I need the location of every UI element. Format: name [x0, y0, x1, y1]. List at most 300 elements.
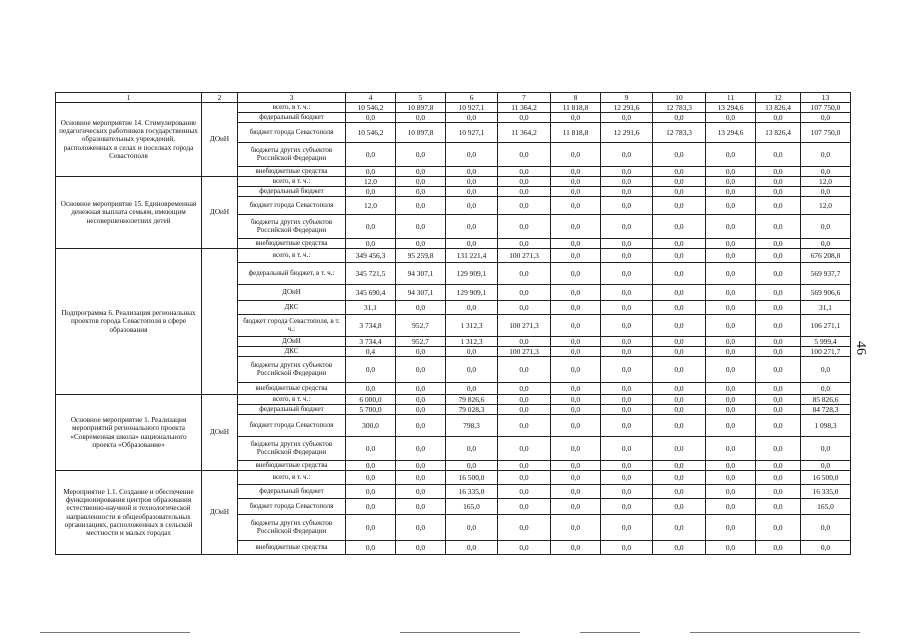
year-value-cell: 0,0 — [653, 515, 706, 541]
year-value-cell: 0,0 — [706, 197, 756, 215]
year-value-cell: 0,0 — [396, 461, 446, 471]
year-value-cell: 0,0 — [551, 499, 601, 515]
year-value-cell: 0,0 — [551, 113, 601, 123]
total-value-cell: 0,0 — [801, 239, 851, 249]
funding-source-cell: внебюджетные средства — [238, 461, 346, 471]
year-value-cell: 12,0 — [346, 197, 396, 215]
year-value-cell: 0,0 — [601, 485, 653, 499]
year-value-cell: 13 826,4 — [756, 103, 801, 113]
year-value-cell: 0,0 — [446, 215, 498, 239]
year-value-cell: 0,0 — [601, 249, 653, 263]
year-value-cell: 0,0 — [756, 471, 801, 485]
year-value-cell: 0,0 — [396, 113, 446, 123]
column-number: 4 — [346, 93, 396, 103]
year-value-cell: 0,0 — [498, 167, 551, 177]
total-value-cell: 85 826,6 — [801, 395, 851, 405]
total-value-cell: 107 750,0 — [801, 123, 851, 143]
year-value-cell: 0,0 — [601, 471, 653, 485]
year-value-cell: 0,0 — [396, 515, 446, 541]
year-value-cell: 0,0 — [346, 499, 396, 515]
funding-source-cell: всего, в т. ч.: — [238, 103, 346, 113]
year-value-cell: 0,0 — [551, 263, 601, 285]
funding-source-cell: всего, в т. ч.: — [238, 249, 346, 263]
activity-name-cell: Подпрограмма 6. Реализация региональных проектов города Севастополя в сфере образования — [56, 249, 202, 395]
year-value-cell: 0,0 — [653, 499, 706, 515]
total-value-cell: 0,0 — [801, 383, 851, 395]
year-value-cell: 0,0 — [551, 405, 601, 415]
year-value-cell: 0,0 — [551, 357, 601, 383]
year-value-cell: 0,0 — [498, 415, 551, 437]
year-value-cell: 0,0 — [601, 143, 653, 167]
year-value-cell: 0,0 — [346, 187, 396, 197]
funding-source-cell: внебюджетные средства — [238, 167, 346, 177]
year-value-cell: 0,0 — [653, 143, 706, 167]
year-value-cell: 79 826,6 — [446, 395, 498, 405]
funding-source-cell: внебюджетные средства — [238, 239, 346, 249]
year-value-cell: 0,0 — [653, 177, 706, 187]
year-value-cell: 0,0 — [653, 263, 706, 285]
total-value-cell: 0,0 — [801, 167, 851, 177]
year-value-cell: 0,0 — [551, 197, 601, 215]
year-value-cell: 0,0 — [601, 383, 653, 395]
year-value-cell: 0,0 — [551, 239, 601, 249]
year-value-cell: 0,0 — [601, 437, 653, 461]
year-value-cell: 0,0 — [756, 197, 801, 215]
year-value-cell: 0,0 — [756, 263, 801, 285]
year-value-cell: 0,0 — [756, 485, 801, 499]
year-value-cell: 0,0 — [706, 461, 756, 471]
total-value-cell: 100 271,7 — [801, 347, 851, 357]
year-value-cell: 0,0 — [653, 113, 706, 123]
total-value-cell: 1 098,3 — [801, 415, 851, 437]
funding-source-cell: бюджеты других субъектов Российской Федерации — [238, 357, 346, 383]
year-value-cell: 0,0 — [498, 197, 551, 215]
year-value-cell: 0,0 — [653, 415, 706, 437]
year-value-cell: 300,0 — [346, 415, 396, 437]
total-value-cell: 5 999,4 — [801, 337, 851, 347]
funding-source-cell: бюджеты других субъектов Российской Федерации — [238, 143, 346, 167]
year-value-cell: 0,0 — [446, 357, 498, 383]
year-value-cell: 0,0 — [346, 541, 396, 555]
year-value-cell: 0,0 — [653, 337, 706, 347]
funding-source-cell: федеральный бюджет — [238, 405, 346, 415]
year-value-cell: 345 721,5 — [346, 263, 396, 285]
year-value-cell: 11 364,2 — [498, 103, 551, 113]
funding-table — [55, 92, 851, 555]
funding-source-cell: ДКС — [238, 347, 346, 357]
year-value-cell: 0,0 — [601, 315, 653, 337]
year-value-cell: 0,0 — [601, 415, 653, 437]
year-value-cell: 0,0 — [551, 415, 601, 437]
year-value-cell: 129 909,1 — [446, 263, 498, 285]
total-value-cell: 569 906,6 — [801, 285, 851, 301]
year-value-cell: 0,0 — [498, 177, 551, 187]
funding-source-cell: бюджеты других субъектов Российской Федерации — [238, 515, 346, 541]
year-value-cell: 0,0 — [498, 301, 551, 315]
year-value-cell: 0,0 — [346, 215, 396, 239]
year-value-cell: 0,0 — [396, 415, 446, 437]
table-row — [56, 177, 851, 187]
year-value-cell: 0,0 — [756, 383, 801, 395]
year-value-cell: 952,7 — [396, 315, 446, 337]
funding-source-cell: бюджет города Севастополя — [238, 499, 346, 515]
year-value-cell: 0,0 — [396, 215, 446, 239]
year-value-cell: 0,0 — [601, 515, 653, 541]
activity-name-cell: Основное мероприятие 1. Реализация мероприятий регионального проекта «Современная школа» национального проекта «Образование» — [56, 395, 202, 471]
column-number: 11 — [706, 93, 756, 103]
year-value-cell: 0,0 — [756, 395, 801, 405]
total-value-cell: 0,0 — [801, 437, 851, 461]
year-value-cell: 0,0 — [446, 437, 498, 461]
year-value-cell: 0,0 — [551, 515, 601, 541]
year-value-cell: 0,0 — [498, 515, 551, 541]
year-value-cell: 0,0 — [396, 541, 446, 555]
total-value-cell: 676 208,8 — [801, 249, 851, 263]
year-value-cell: 0,0 — [346, 113, 396, 123]
year-value-cell: 0,0 — [653, 285, 706, 301]
year-value-cell: 0,0 — [498, 499, 551, 515]
funding-source-cell: ДОиН — [238, 285, 346, 301]
year-value-cell: 0,0 — [706, 143, 756, 167]
year-value-cell: 0,0 — [446, 143, 498, 167]
year-value-cell: 0,0 — [706, 249, 756, 263]
year-value-cell: 0,0 — [756, 337, 801, 347]
scan-edge-mark — [580, 632, 640, 633]
column-number: 5 — [396, 93, 446, 103]
year-value-cell: 5 700,0 — [346, 405, 396, 415]
year-value-cell: 0,0 — [551, 301, 601, 315]
year-value-cell: 0,0 — [346, 437, 396, 461]
year-value-cell: 11 818,8 — [551, 123, 601, 143]
year-value-cell: 0,0 — [653, 383, 706, 395]
year-value-cell: 349 456,3 — [346, 249, 396, 263]
year-value-cell: 0,0 — [756, 143, 801, 167]
year-value-cell: 0,0 — [756, 285, 801, 301]
year-value-cell: 0,0 — [446, 383, 498, 395]
year-value-cell: 0,0 — [551, 471, 601, 485]
column-number: 9 — [601, 93, 653, 103]
year-value-cell: 100 271,3 — [498, 249, 551, 263]
year-value-cell: 0,0 — [396, 143, 446, 167]
year-value-cell: 0,0 — [653, 347, 706, 357]
year-value-cell: 0,0 — [756, 301, 801, 315]
year-value-cell: 0,0 — [653, 357, 706, 383]
scan-edge-mark — [40, 632, 190, 633]
year-value-cell: 0,0 — [446, 113, 498, 123]
year-value-cell: 13 294,6 — [706, 103, 756, 113]
year-value-cell: 0,0 — [498, 215, 551, 239]
year-value-cell: 0,0 — [551, 177, 601, 187]
activity-name-cell: Основное мероприятие 15. Единовременная денежная выплата семьям, имеющим несовершеннолетних детей — [56, 177, 202, 249]
year-value-cell: 0,0 — [653, 187, 706, 197]
year-value-cell: 0,4 — [346, 347, 396, 357]
year-value-cell: 0,0 — [756, 515, 801, 541]
column-number: 2 — [202, 93, 238, 103]
funding-source-cell: бюджет города Севастополя — [238, 123, 346, 143]
executor-cell: ДОиН — [202, 103, 238, 177]
executor-cell: ДОиН — [202, 471, 238, 555]
year-value-cell: 0,0 — [551, 437, 601, 461]
year-value-cell: 0,0 — [756, 239, 801, 249]
year-value-cell: 0,0 — [756, 215, 801, 239]
year-value-cell: 0,0 — [756, 249, 801, 263]
year-value-cell: 0,0 — [653, 461, 706, 471]
year-value-cell: 0,0 — [446, 239, 498, 249]
year-value-cell: 0,0 — [446, 177, 498, 187]
year-value-cell: 0,0 — [706, 301, 756, 315]
total-value-cell: 0,0 — [801, 187, 851, 197]
year-value-cell: 0,0 — [396, 383, 446, 395]
total-value-cell: 569 937,7 — [801, 263, 851, 285]
year-value-cell: 0,0 — [498, 263, 551, 285]
total-value-cell: 16 335,0 — [801, 485, 851, 499]
year-value-cell: 0,0 — [498, 383, 551, 395]
total-value-cell: 0,0 — [801, 461, 851, 471]
year-value-cell: 0,0 — [706, 177, 756, 187]
year-value-cell: 0,0 — [498, 187, 551, 197]
executor-cell — [202, 249, 238, 395]
year-value-cell: 0,0 — [653, 395, 706, 405]
year-value-cell: 0,0 — [756, 113, 801, 123]
column-number-row — [56, 93, 851, 103]
year-value-cell: 1 312,3 — [446, 337, 498, 347]
total-value-cell: 107 750,0 — [801, 103, 851, 113]
year-value-cell: 0,0 — [498, 395, 551, 405]
funding-source-cell: бюджет города Севастополя — [238, 197, 346, 215]
year-value-cell: 0,0 — [498, 113, 551, 123]
year-value-cell: 0,0 — [551, 143, 601, 167]
year-value-cell: 12 291,6 — [601, 123, 653, 143]
year-value-cell: 0,0 — [653, 437, 706, 461]
year-value-cell: 0,0 — [498, 239, 551, 249]
year-value-cell: 0,0 — [601, 499, 653, 515]
year-value-cell: 0,0 — [551, 541, 601, 555]
year-value-cell: 0,0 — [446, 541, 498, 555]
year-value-cell: 0,0 — [396, 485, 446, 499]
year-value-cell: 0,0 — [706, 337, 756, 347]
year-value-cell: 10 897,8 — [396, 123, 446, 143]
funding-source-cell: бюджет города Севастополя — [238, 415, 346, 437]
column-number: 6 — [446, 93, 498, 103]
year-value-cell: 0,0 — [498, 337, 551, 347]
year-value-cell: 0,0 — [653, 405, 706, 415]
year-value-cell: 0,0 — [601, 395, 653, 405]
year-value-cell: 0,0 — [653, 239, 706, 249]
year-value-cell: 0,0 — [653, 471, 706, 485]
year-value-cell: 0,0 — [601, 357, 653, 383]
year-value-cell: 0,0 — [756, 461, 801, 471]
year-value-cell: 0,0 — [498, 357, 551, 383]
year-value-cell: 0,0 — [346, 485, 396, 499]
year-value-cell: 0,0 — [756, 405, 801, 415]
total-value-cell: 16 500,0 — [801, 471, 851, 485]
year-value-cell: 0,0 — [756, 499, 801, 515]
total-value-cell: 31,1 — [801, 301, 851, 315]
total-value-cell: 0,0 — [801, 357, 851, 383]
year-value-cell: 0,0 — [706, 485, 756, 499]
year-value-cell: 0,0 — [396, 187, 446, 197]
total-value-cell: 84 728,3 — [801, 405, 851, 415]
year-value-cell: 0,0 — [706, 215, 756, 239]
year-value-cell: 0,0 — [756, 347, 801, 357]
year-value-cell: 16 335,0 — [446, 485, 498, 499]
year-value-cell: 94 307,1 — [396, 263, 446, 285]
year-value-cell: 0,0 — [706, 437, 756, 461]
year-value-cell: 13 826,4 — [756, 123, 801, 143]
year-value-cell: 0,0 — [706, 167, 756, 177]
year-value-cell: 0,0 — [706, 541, 756, 555]
year-value-cell: 0,0 — [396, 177, 446, 187]
year-value-cell: 0,0 — [446, 167, 498, 177]
total-value-cell: 0,0 — [801, 113, 851, 123]
year-value-cell: 0,0 — [601, 337, 653, 347]
year-value-cell: 100 271,3 — [498, 315, 551, 337]
year-value-cell: 0,0 — [601, 263, 653, 285]
year-value-cell: 0,0 — [756, 357, 801, 383]
year-value-cell: 12 291,6 — [601, 103, 653, 113]
year-value-cell: 0,0 — [601, 405, 653, 415]
year-value-cell: 0,0 — [756, 187, 801, 197]
year-value-cell: 0,0 — [653, 541, 706, 555]
year-value-cell: 345 690,4 — [346, 285, 396, 301]
year-value-cell: 0,0 — [756, 167, 801, 177]
year-value-cell: 0,0 — [446, 347, 498, 357]
year-value-cell: 0,0 — [396, 405, 446, 415]
year-value-cell: 0,0 — [756, 541, 801, 555]
year-value-cell: 100 271,3 — [498, 347, 551, 357]
year-value-cell: 0,0 — [601, 239, 653, 249]
year-value-cell: 0,0 — [396, 347, 446, 357]
year-value-cell: 0,0 — [706, 113, 756, 123]
year-value-cell: 11 818,8 — [551, 103, 601, 113]
year-value-cell: 0,0 — [601, 215, 653, 239]
year-value-cell: 0,0 — [396, 167, 446, 177]
year-value-cell: 0,0 — [601, 285, 653, 301]
year-value-cell: 0,0 — [551, 347, 601, 357]
column-number: 13 — [801, 93, 851, 103]
year-value-cell: 0,0 — [396, 471, 446, 485]
year-value-cell: 31,1 — [346, 301, 396, 315]
page-number: 46 — [853, 341, 868, 355]
column-number: 8 — [551, 93, 601, 103]
year-value-cell: 0,0 — [756, 315, 801, 337]
year-value-cell: 16 500,0 — [446, 471, 498, 485]
total-value-cell: 0,0 — [801, 515, 851, 541]
year-value-cell: 0,0 — [346, 461, 396, 471]
year-value-cell: 10 546,2 — [346, 123, 396, 143]
year-value-cell: 12 783,3 — [653, 103, 706, 113]
year-value-cell: 0,0 — [706, 383, 756, 395]
year-value-cell: 0,0 — [756, 415, 801, 437]
year-value-cell: 0,0 — [706, 239, 756, 249]
year-value-cell: 0,0 — [706, 357, 756, 383]
funding-source-cell: бюджеты других субъектов Российской Федерации — [238, 437, 346, 461]
table-row — [56, 395, 851, 405]
year-value-cell: 0,0 — [653, 167, 706, 177]
year-value-cell: 0,0 — [706, 405, 756, 415]
year-value-cell: 0,0 — [446, 301, 498, 315]
year-value-cell: 0,0 — [396, 301, 446, 315]
year-value-cell: 0,0 — [551, 249, 601, 263]
year-value-cell: 0,0 — [706, 515, 756, 541]
total-value-cell: 0,0 — [801, 143, 851, 167]
total-value-cell: 12,0 — [801, 177, 851, 187]
year-value-cell: 0,0 — [706, 285, 756, 301]
year-value-cell: 0,0 — [346, 357, 396, 383]
year-value-cell: 0,0 — [706, 415, 756, 437]
year-value-cell: 0,0 — [706, 315, 756, 337]
year-value-cell: 129 909,1 — [446, 285, 498, 301]
funding-source-cell: федеральный бюджет — [238, 113, 346, 123]
year-value-cell: 0,0 — [601, 113, 653, 123]
year-value-cell: 0,0 — [498, 405, 551, 415]
year-value-cell: 0,0 — [551, 485, 601, 499]
year-value-cell: 0,0 — [396, 395, 446, 405]
funding-source-cell: федеральный бюджет — [238, 187, 346, 197]
year-value-cell: 0,0 — [551, 285, 601, 301]
year-value-cell: 0,0 — [706, 471, 756, 485]
year-value-cell: 0,0 — [756, 437, 801, 461]
year-value-cell: 0,0 — [706, 395, 756, 405]
funding-source-cell: федеральный бюджет, в т. ч.: — [238, 263, 346, 285]
funding-source-cell: бюджеты других субъектов Российской Федерации — [238, 215, 346, 239]
activity-name-cell: Основное мероприятие 14. Стимулирование педагогических работников государственных образовательных учреждений, расположенных в селах и поселках города Севастополя — [56, 103, 202, 177]
year-value-cell: 0,0 — [551, 337, 601, 347]
year-value-cell: 94 307,1 — [396, 285, 446, 301]
year-value-cell: 0,0 — [756, 177, 801, 187]
year-value-cell: 10 897,8 — [396, 103, 446, 113]
year-value-cell: 0,0 — [706, 263, 756, 285]
total-value-cell: 0,0 — [801, 541, 851, 555]
funding-source-cell: внебюджетные средства — [238, 541, 346, 555]
year-value-cell: 0,0 — [396, 499, 446, 515]
year-value-cell: 0,0 — [601, 177, 653, 187]
year-value-cell: 0,0 — [653, 215, 706, 239]
year-value-cell: 0,0 — [498, 471, 551, 485]
year-value-cell: 0,0 — [346, 383, 396, 395]
total-value-cell: 0,0 — [801, 215, 851, 239]
table-row — [56, 249, 851, 263]
year-value-cell: 0,0 — [653, 249, 706, 263]
year-value-cell: 79 028,3 — [446, 405, 498, 415]
year-value-cell: 165,0 — [446, 499, 498, 515]
year-value-cell: 131 221,4 — [446, 249, 498, 263]
scan-edge-mark — [690, 632, 860, 633]
executor-cell: ДОиН — [202, 177, 238, 249]
year-value-cell: 0,0 — [653, 301, 706, 315]
year-value-cell: 0,0 — [346, 143, 396, 167]
year-value-cell: 0,0 — [396, 197, 446, 215]
year-value-cell: 3 734,4 — [346, 337, 396, 347]
year-value-cell: 0,0 — [346, 167, 396, 177]
total-value-cell: 12,0 — [801, 197, 851, 215]
column-number: 7 — [498, 93, 551, 103]
year-value-cell: 0,0 — [601, 541, 653, 555]
year-value-cell: 0,0 — [601, 187, 653, 197]
year-value-cell: 0,0 — [551, 187, 601, 197]
funding-source-cell: всего, в т. ч.: — [238, 395, 346, 405]
year-value-cell: 0,0 — [653, 197, 706, 215]
year-value-cell: 0,0 — [551, 461, 601, 471]
year-value-cell: 0,0 — [653, 315, 706, 337]
year-value-cell: 0,0 — [498, 143, 551, 167]
year-value-cell: 12 783,3 — [653, 123, 706, 143]
year-value-cell: 10 546,2 — [346, 103, 396, 113]
year-value-cell: 0,0 — [396, 239, 446, 249]
year-value-cell: 0,0 — [396, 357, 446, 383]
column-number: 10 — [653, 93, 706, 103]
year-value-cell: 0,0 — [446, 187, 498, 197]
